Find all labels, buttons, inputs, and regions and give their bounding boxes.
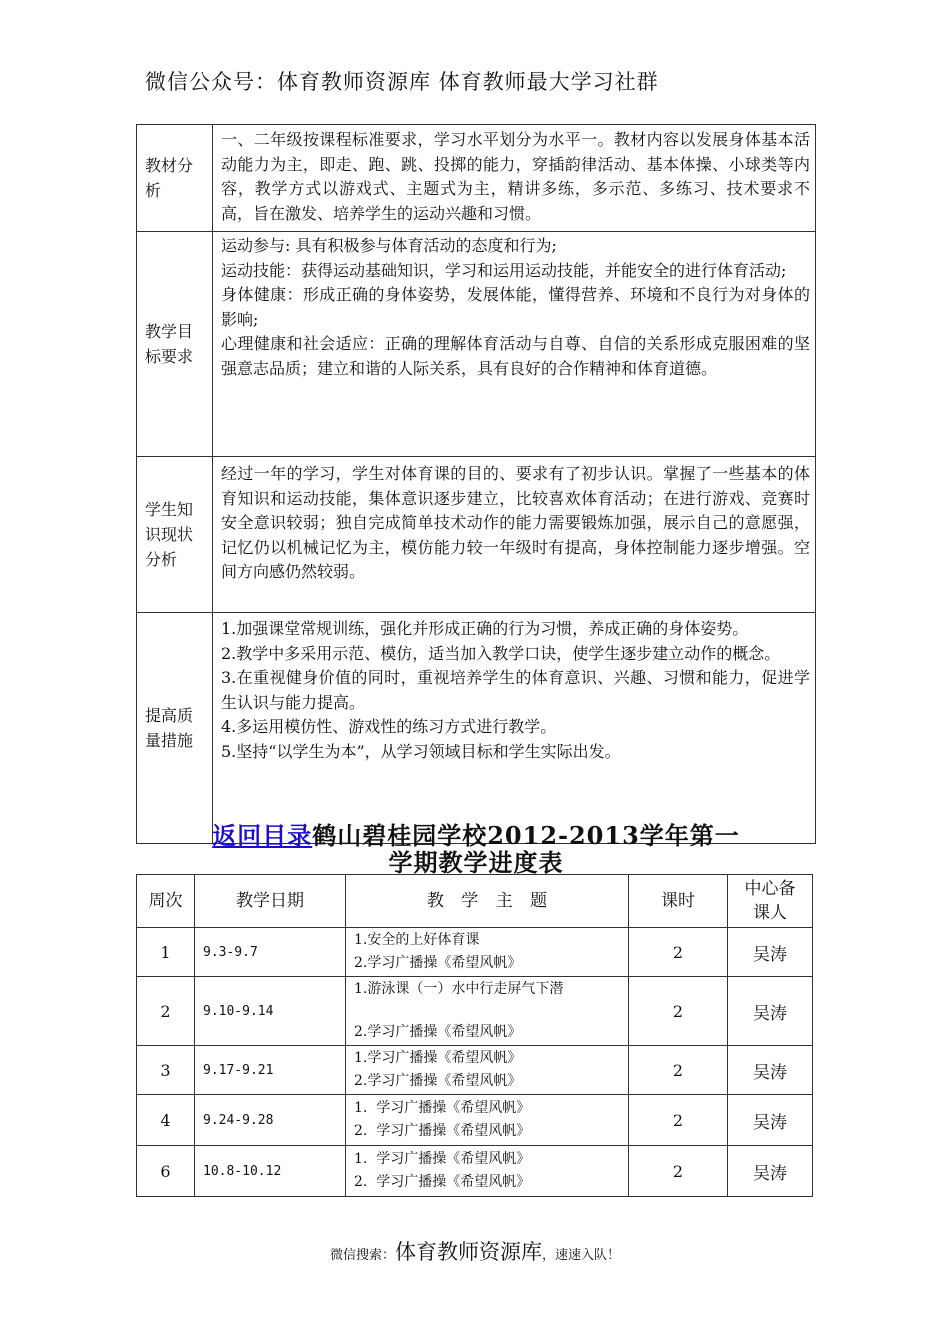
table-row [137,977,813,1046]
date-cell: 9.3-9.7 [195,928,346,977]
schedule-title-text: 鹤山碧桂园学校2012-2013学年第一 [312,821,740,850]
topic-line: 1.游泳课（一）水中行走屏气下潜 [354,981,564,997]
week-cell: 6 [137,1146,195,1197]
info-text: 4.多运用模仿性、游戏性的练习方式进行教学。 [221,717,557,736]
topic-cell [346,977,629,1046]
info-content [213,457,816,613]
date-cell: 9.24-9.28 [195,1095,346,1146]
topic-line: 1.安全的上好体育课 [354,932,480,948]
teacher-cell: 吴涛 [728,977,813,1046]
info-row-student-analysis [137,457,816,613]
topic-line: 1.学习广播操《希望风帆》 [354,1050,522,1066]
info-text: 运动参与: 具有积极参与体育活动的态度和行为; [221,236,557,255]
back-to-contents-link[interactable]: 返回目录 [212,821,313,850]
course-info-table [136,124,816,844]
teacher-cell: 吴涛 [728,1095,813,1146]
topic-cell [346,1046,629,1095]
topic-line: 2. 学习广播操《希望风帆》 [354,1123,531,1139]
info-content [213,613,816,844]
topic-line: 2.学习广播操《希望风帆》 [354,955,522,971]
table-row [137,1146,813,1197]
schedule-header-row [137,875,813,928]
schedule-table [136,874,813,1197]
topic-line: 1. 学习广播操《希望风帆》 [354,1151,531,1167]
topic-line: 2.学习广播操《希望风帆》 [354,1073,522,1089]
week-cell: 4 [137,1095,195,1146]
topic-line: 2.学习广播操《希望风帆》 [354,1024,522,1040]
column-header-week: 周次 [137,875,195,928]
column-header-hours: 课时 [629,875,728,928]
topic-cell [346,928,629,977]
topic-line: 2. 学习广播操《希望风帆》 [354,1174,531,1190]
hours-cell: 2 [629,1046,728,1095]
page-footer [0,1236,950,1266]
week-cell: 3 [137,1046,195,1095]
info-content [213,125,816,232]
info-label: 提高质量措施 [137,613,213,844]
footer-suffix: ，速速入队！ [542,1248,621,1263]
info-label: 教材分析 [137,125,213,232]
teacher-cell: 吴涛 [728,928,813,977]
hours-cell: 2 [629,1146,728,1197]
info-row-teaching-goals [137,232,816,457]
footer-main: 体育教师资源库 [395,1240,542,1264]
info-content [213,232,816,457]
column-header-teacher [728,875,813,928]
hours-cell: 2 [629,928,728,977]
info-text: 经过一年的学习，学生对体育课的目的、要求有了初步认识。掌握了一些基本的体育知识和运动技能，集体意识逐步建立，比较喜欢体育活动；在进行游戏、竞赛时安全意识较弱；独自完成简单技术动作的能力需要锻炼加强，展示自己的意愿强，记忆仍以机械记忆为主，模仿能力较一年级时有提高，身体控制能力逐步增强。空间方向感仍然较弱。 [221,464,810,581]
schedule-title-line1 [136,822,816,849]
table-row [137,1046,813,1095]
topic-cell [346,1095,629,1146]
info-text: 心理健康和社会适应：正确的理解体育活动与自尊、自信的关系形成克服困难的坚强意志品质；建立和谐的人际关系，具有良好的合作精神和体育道德。 [221,334,810,378]
info-text: 5.坚持“以学生为本”，从学习领域目标和学生实际出发。 [221,741,621,761]
topic-cell [346,1146,629,1197]
hours-cell: 2 [629,1095,728,1146]
info-text: 1.加强课堂常规训练，强化并形成正确的行为习惯，养成正确的身体姿势。 [221,619,749,638]
footer-prefix: 微信搜索： [329,1248,395,1263]
schedule-title-line2: 学期教学进度表 [388,848,564,877]
date-cell: 9.17-9.21 [195,1046,346,1095]
column-header-topic: 教 学 主 题 [346,875,629,928]
teacher-cell: 吴涛 [728,1046,813,1095]
teacher-header-line1: 中心备 [744,879,796,899]
teacher-cell: 吴涛 [728,1146,813,1197]
info-label: 学生知识现状分析 [137,457,213,613]
column-header-date: 教学日期 [195,875,346,928]
hours-cell: 2 [629,977,728,1046]
week-cell: 1 [137,928,195,977]
page-header: 微信公众号：体育教师资源库 体育教师最大学习社群 [145,70,659,94]
info-label: 教学目标要求 [137,232,213,457]
topic-line: 1. 学习广播操《希望风帆》 [354,1100,531,1116]
info-text: 2.教学中多采用示范、模仿，适当加入教学口诀，使学生逐步建立动作的概念。 [221,643,781,663]
info-row-quality-measures [137,613,816,844]
date-cell: 9.10-9.14 [195,977,346,1046]
info-text: 身体健康：形成正确的身体姿势，发展体能，懂得营养、环境和不良行为对身体的影响; [221,285,810,329]
date-cell: 10.8-10.12 [195,1146,346,1197]
teacher-header-line2: 课人 [753,903,787,923]
week-cell: 2 [137,977,195,1046]
info-text: 运动技能：获得运动基础知识，学习和运用运动技能，并能安全的进行体育活动; [221,260,787,280]
table-row [137,928,813,977]
info-text: 3.在重视健身价值的同时，重视培养学生的体育意识、兴趣、习惯和能力，促进学生认识与能力提高。 [221,668,810,712]
schedule-title [136,822,816,876]
table-row [137,1095,813,1146]
info-row-material-analysis [137,125,816,232]
info-text: 一、二年级按课程标准要求，学习水平划分为水平一。教材内容以发展身体基本活动能力为主，即走、跑、跳、投掷的能力，穿插韵律活动、基本体操、小球类等内容，教学方式以游戏式、主题式为主，精讲多练，多示范、多练习、技术要求不高，旨在激发、培养学生的运动兴趣和习惯。 [221,130,810,223]
